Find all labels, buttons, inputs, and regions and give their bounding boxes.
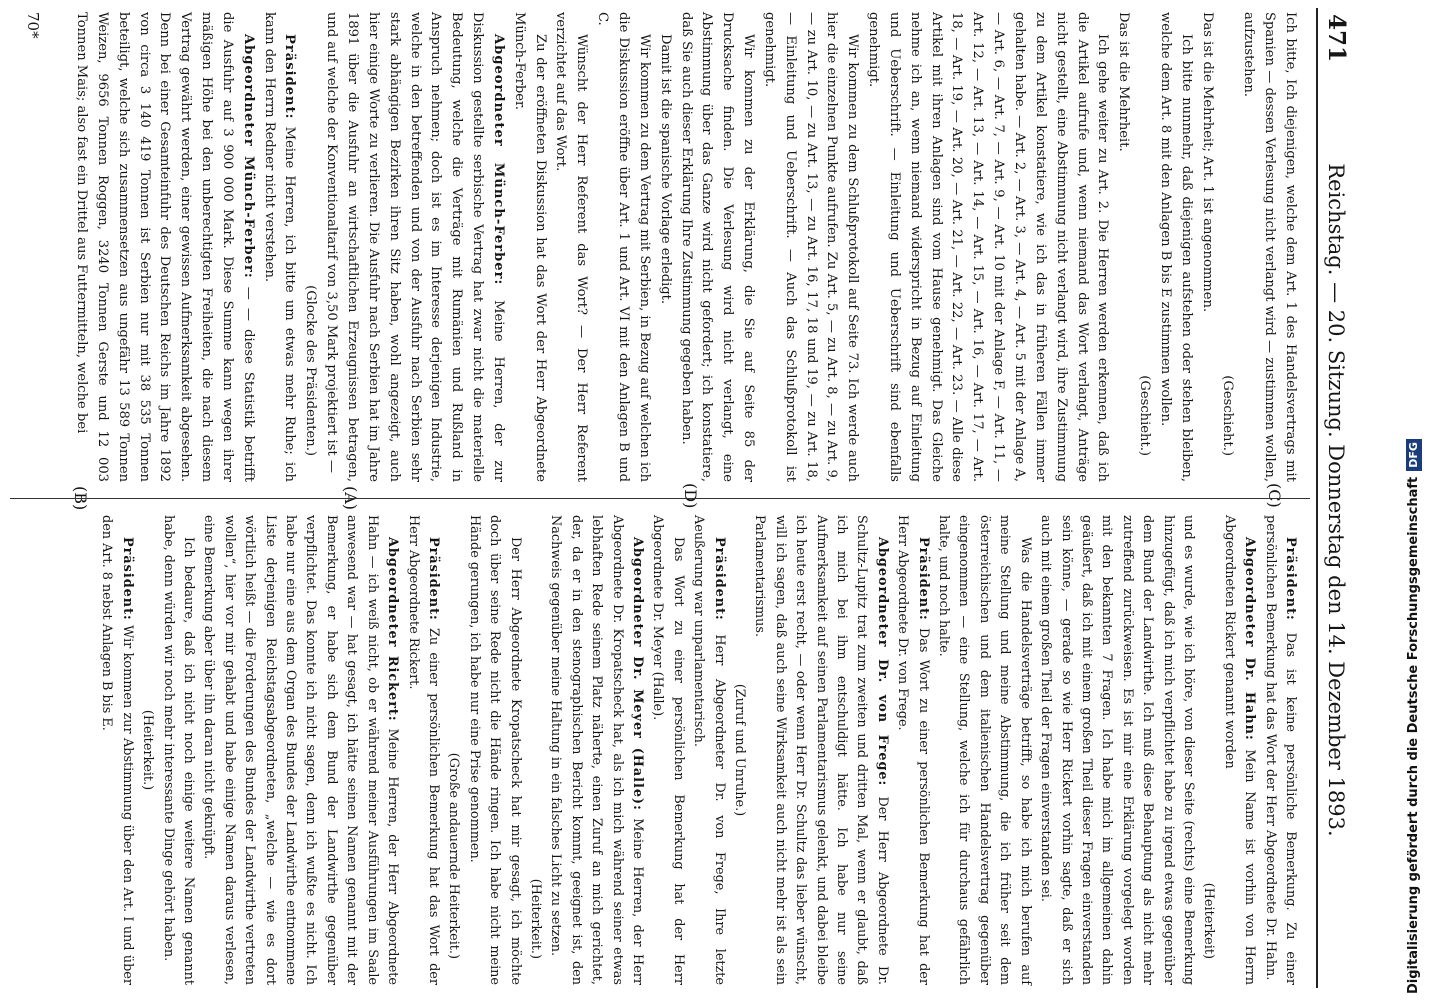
- speech-text: Meine Herren, ich bitte um etwas mehr Ruhe; ich kann den Herrn Redner nicht verstehen.: [261, 12, 298, 482]
- speech-text: Meine Herren, der Herr Abgeordnete Hahn — ich weiß nicht, ob er während meiner Ausführungen im Saale anwesend war — hat gesagt, ich hätte seinen Namen genannt mit der Bemerkung, er habe sich dem Bund der Landwirthe gegenüber verpflichtet. Das konnte ich nicht sagen, denn ich wußte es nicht. Ich habe nur eine aus dem Organ des Bundes der Landwirthe entnommene Liste derjenigen Reichstagsabgeordneten, „welche — wie es dort wörtlich heißt — die Forderungen des Bundes der Landwirthe vertreten wollen“, hier vor mir gehabt und habe einige Namen daraus verlesen, eine Bemerkung aber über ihn daran nicht geknüpft.: [201, 515, 401, 985]
- speaker-name: Abgeordneter Rickert:: [385, 537, 401, 722]
- speech-paragraph: [1259, 515, 1300, 985]
- text-paragraph: Der Herr Abgeordnete Kropatscheck hat mir gesagt, ich möchte doch über seine Rede nicht die Hände ringen. Ich habe nicht meine Hände gerungen, ich habe nur eine Prise genommen.: [466, 515, 523, 985]
- speaker-name: Abgeordneter Dr. von Frege:: [874, 537, 890, 787]
- stage-direction: (Zuruf und Unruhe.): [732, 683, 748, 817]
- speaker-name: Abgeordneter Dr. Hahn:: [1242, 537, 1258, 741]
- text-paragraph: Das Wort zu einer persönlichen Bemerkung hat der Herr Abgeordnete Dr. Meyer (Halle).: [650, 515, 686, 985]
- speaker-name: Abgeordneter Münch-Ferber:: [490, 34, 506, 286]
- left-column: [70, 12, 1300, 482]
- speech-paragraph: [70, 12, 258, 482]
- margin-mark-b: (B): [71, 486, 90, 511]
- sidebar-credit: [1396, 0, 1432, 1000]
- speech-text: Das ist keine persönliche Bemerkung. Zu einer persönlichen Bemerkung hat das Wort der Herr Abgeordnete Dr. Hahn.: [1262, 515, 1298, 985]
- text-paragraph: Wünscht der Herr Referent das Wort? — Der Herr Referent verzichtet auf das Wort.: [553, 12, 590, 482]
- speech-text: Wir kommen zur Abstimmung über den Art. I und über den Art. 8 nebst Anlagen B bis E.: [99, 515, 135, 985]
- text-paragraph: Das ist die Mehrheit; Art. 1 ist angenommen.: [1199, 12, 1215, 313]
- signature-mark: 70*: [24, 12, 42, 39]
- speech-text: Meine Herren, der Herr Abgeordnete Dr. Kropatscheck hat, als ich mich während seiner etwas lebhaften Rede seinem Platz näherte, einen Zuruf an mich gerichtet, der, da er in den stenographischen Bericht kommt, geeignet ist, den Nachweis gegenüber meine Haltung in ein falsches Licht zu setzen.: [548, 515, 645, 986]
- speaker-name: Abgeordneter Dr. Meyer (Halle):: [630, 537, 645, 811]
- page-number: 471: [1323, 14, 1350, 63]
- speech-text: Herr Abgeordneter Dr. von Frege, Ihre letzte Aeußerung war unparlamentarisch.: [691, 515, 727, 985]
- text-paragraph: Ich bedaure, daß ich nicht noch einige weitere Namen genannt habe, denn würden wir noch mehr interessante Dinge gehört haben.: [160, 515, 197, 985]
- text-paragraph: Zu der eröffneten Diskussion hat das Wort der Herr Abgeordnete Münch-Ferber.: [511, 12, 548, 482]
- stage-direction: (Heiterkeit.): [140, 709, 156, 791]
- page-running-title: Reichstag. — 20. Sitzung. Donnerstag den 14. Dezember 1893.: [1324, 163, 1348, 837]
- speaker-name: Präsident:: [711, 537, 727, 621]
- speaker-name: Präsident:: [282, 34, 298, 120]
- margin-mark-c: (C): [1265, 483, 1284, 508]
- stage-direction: (Heiterkeit.): [527, 878, 543, 959]
- speech-paragraph: [892, 515, 933, 985]
- text-paragraph: Ich bitte nunmehr, daß diejenigen aufstehen oder stehen bleiben, welche dem Art. 8 mit den Anlagen B bis E zustimmen wollen.: [1157, 12, 1194, 482]
- text-paragraph: Wir kommen zu dem Vertrag mit Serbien, in Bezug auf welchen ich die Diskussion eröffne über Art. 1 und Art. VI mit den Anlagen B und C.: [595, 12, 652, 482]
- stage-direction: (Heiterkeit): [1201, 882, 1217, 959]
- speech-text: — — diese Statistik betrifft die Ausfuhr auf 3 900 000 Mark. Diese Summe kann wegen ihrer mäßigen Höhe bei den unberechtigten Freiheiten, die nach diesem Vertrag gewährt werden, einer gewissen Aufmerksamkeit abgesehen. Denn bei einer Gesamteinfuhr des Deutschen Reichs im Jahre 1892 von circa 3 140 419 Tonnen ist Serbien nur mit 38 535 Tonnen beteiligt, welche sich zusammensetzen aus ungefähr 13 589 Tonnen Weizen, 9656 Tonnen Roggen, 3240 Tonnen Gerste und 12 003 Tonnen Mais; also fast ein Drittel aus Futtermitteln, welche bei: [74, 12, 256, 482]
- speech-paragraph: [320, 12, 508, 482]
- speech-text: Zu einer persönlichen Bemerkung hat das Wort der Herr Abgeordnete Rickert.: [405, 515, 441, 985]
- speech-text: Mein Name ist vorhin von Herrn Abgeordneten Rickert genannt worden: [1221, 515, 1258, 985]
- text-paragraph: und es wurde, wie ich höre, von dieser Seite (rechts) eine Bemerkung hinzugefügt, daß ich mich verpflichtet habe zu irgend etwas gegenüber dem Bund der Landwirthe. Ich muß diese Behauptung als nicht mehr zutreffend zurückweisen. Es ist mir eine Erklärung vorgelegt worden mit den bekannten 7 Fragen. Ich habe mich im allgemeinen dahin geäußert, daß ich mit einem großen Theil dieser Fragen einverstanden sein könne, — gerade so wie Herr Rickert vorhin sagte, daß er sich auch mit einem großen Theil der Fragen einverstanden sei.: [1038, 515, 1196, 985]
- speech-paragraph: [1218, 515, 1259, 985]
- speech-paragraph: [749, 515, 892, 985]
- text-paragraph: Wir kommen zu der Erklärung, die Sie auf Seite 85 der Drucksache finden. Die Verlesung wird nicht verlangt, eine Abstimmung über das Ganze wird nicht gefordert; ich konstatiere, daß Sie auch dieser Erklärung Ihre Zustimmung gegeben haben.: [678, 12, 757, 482]
- dfg-logo: DFG: [1406, 439, 1422, 471]
- sidebar-credit-text: Digitalisierung gefördert durch die Deutsche Forschungsgemeinschaft: [1406, 476, 1421, 994]
- speech-paragraph: [402, 515, 443, 985]
- digitization-sidebar: [1396, 0, 1432, 1000]
- speaker-name: Abgeordneter Münch-Ferber:: [240, 34, 256, 279]
- speech-paragraph: [96, 515, 137, 985]
- speech-text: Meine Herren, der zur Diskussion gestellte serbische Vertrag hat zwar nicht die materielle Bedeutung, welche die Verträge mit Rumänien und Rußland in Anspruch nehmen; doch ist es im Interesse derjenigen Industrie, welche in den betreffenden und von der Ausfuhr nach Serbien sehr stark abhängigen Bezirken ihren Sitz haben, wohl angezeigt, auch hier einige Worte zu verlieren. Die Ausfuhr nach Serbien hat im Jahre 1891 über die Ausfuhr an wirtschaftlichen Erzeugnissen betragen, und auf welche der Konventionaltarif von 3,50 Mark projektiert ist —: [324, 12, 506, 482]
- text-paragraph: Das ist die Mehrheit.: [1116, 12, 1132, 152]
- right-column: [96, 515, 1300, 985]
- text-paragraph: Damit ist die spanische Vorlage erledigt.: [657, 34, 673, 305]
- speaker-name: Präsident:: [1283, 537, 1298, 621]
- speech-text: Das Wort zu einer persönlichen Bemerkung hat der Herr Abgeordnete Dr. von Frege.: [895, 515, 931, 985]
- speech-paragraph: [258, 12, 300, 482]
- speaker-name: Präsident:: [119, 537, 135, 621]
- margin-mark-a: (A): [341, 486, 360, 511]
- header-rule: [1316, 8, 1318, 988]
- stage-direction: (Große andauernde Heiterkeit.): [446, 752, 462, 959]
- speech-text: Der Herr Abgeordnete Dr. Schultz-Lupitz trat zum zweiten und dritten Mal, wenn er glaubt, daß ich mich bei ihm entschuldigt hätte. Ich habe nur seine Aufmerksamkeit auf seinen Parlamentarismus gelenkt, und dabei bleibe ich heute erst recht, — oder wenn Herr Dr. Schultz das lieber wünscht, will ich sagen, daß auch seine Wirksamkeit auch nicht mehr ist als sein Parlamentarismus.: [752, 515, 890, 985]
- text-paragraph: Was die Handelsverträge betrifft, so habe ich mich berufen auf meine Stellung und meine Abstimmung, die ich früher seit dem österreichischen und dem italienischen Handelsvertrag gegenüber eingenommen — eine Stellung, welche ich für durchaus gefährlich halte, und noch halte.: [936, 515, 1033, 985]
- speaker-name: Präsident:: [915, 537, 931, 621]
- speech-paragraph: [198, 515, 402, 985]
- speaker-name: Präsident:: [425, 537, 441, 621]
- text-paragraph: Ich gehe weiter zu Art. 2. Die Herren werden erkennen, daß ich die Artikel aufrufe und, wenn niemand das Wort verlangt, Anträge nicht gestellt, eine Abstimmung nicht verlangt wird, ihre Zustimmung zu dem Artikel konstatiere, wie ich das in früheren Fällen immer gehalten habe. — Art. 2, — Art. 3, — Art. 4, — Art. 5 mit der Anlage A, — Art. 6, — Art. 7, — Art. 9, — Art. 10 mit der Anlage F, — Art. 11, — Art. 12, — Art. 13, — Art. 14, — Art. 15, — Art. 16, — Art. 17, — Art. 18, — Art. 19, — Art. 20, — Art. 21, — Art. 22, — Art. 23. — Alle diese Artikel mit ihren Anlagen sind vom Hause genehmigt. Das Gleiche nehme ich an, wenn niemand widerspricht in Bezug auf Einleitung und Ueberschrift. — Einleitung und Ueberschrift sind ebenfalls genehmigt.: [866, 12, 1111, 482]
- stage-direction: (Geschieht.): [1137, 375, 1153, 456]
- column-divider: [10, 498, 1310, 499]
- margin-mark-d: (D): [681, 483, 700, 509]
- stage-direction: (Glocke des Präsidenten.): [303, 285, 319, 456]
- page-header: [1310, 0, 1380, 1000]
- text-paragraph: Ich bitte, Ich diejenigen, welche dem Art. 1 des Handelsvertrags mit Spanien — dessen Verlesung nicht verlangt wird — zustimmen wollen, aufzustehen.: [1241, 12, 1298, 482]
- speech-paragraph: [545, 515, 647, 985]
- text-paragraph: Wir kommen zu dem Schlußprotokoll auf Seite 73. Ich werde auch hier die einzelnen Punkte aufrufen. Zu Art. 5, — zu Art. 8, — zu Art. 9, — zu Art. 10, — zu Art. 13, — zu Art. 16, 17, 18 und 19, — zu Art. 18, — Einleitung und Ueberschrift. — Auch das Schlußprotokoll ist genehmigt.: [761, 12, 861, 482]
- speech-paragraph: [688, 515, 729, 985]
- stage-direction: (Geschieht.): [1220, 375, 1236, 456]
